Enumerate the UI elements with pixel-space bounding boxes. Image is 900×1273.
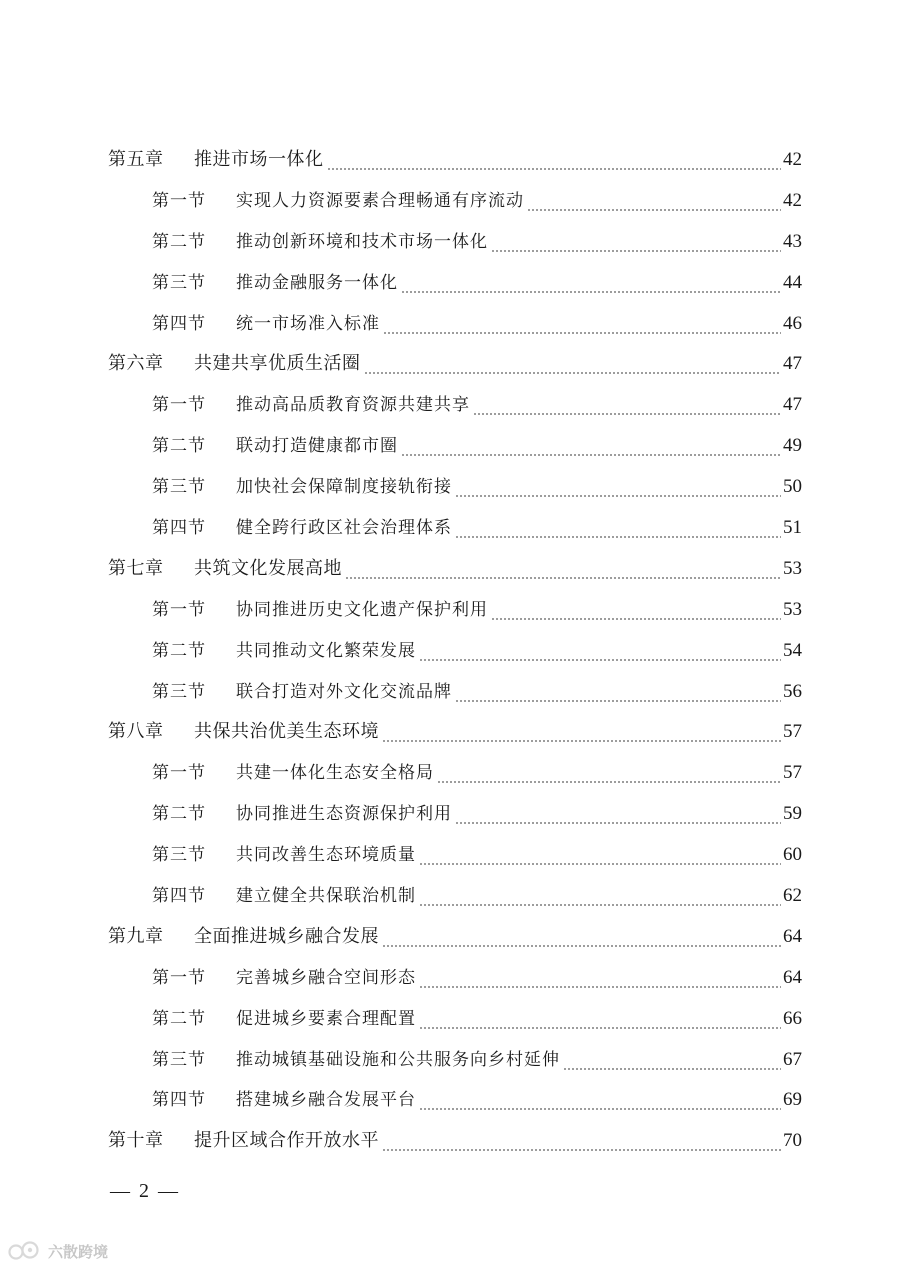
watermark [8,1238,108,1264]
toc-entry-label: 第一节 [152,190,206,211]
toc-section-entry[interactable] [108,385,802,426]
toc-section-entry[interactable] [108,508,802,549]
toc-entry-title: 推动高品质教育资源共建共享 [236,395,470,416]
toc-section-entry[interactable] [108,835,802,876]
toc-section-entry[interactable] [108,426,802,467]
page-number: — 2 — [110,1180,180,1202]
dot-leader [455,794,781,835]
toc-entry-title: 建立健全共保联治机制 [236,886,416,907]
toc-entry-label: 第一节 [152,763,206,784]
dot-leader [455,508,781,549]
toc-entry-label: 第四节 [152,1090,206,1111]
dot-leader [527,181,781,222]
toc-section-entry[interactable] [108,753,802,794]
watermark-logo-icon [8,1241,42,1261]
toc-entry-label: 第二节 [152,1008,206,1029]
toc-entry-label: 第四节 [152,886,206,907]
toc-entry-title: 联合打造对外文化交流品牌 [236,681,452,702]
toc-entry-page-number: 57 [783,762,802,784]
toc-entry-title: 共同改善生态环境质量 [236,845,416,866]
toc-entry-page-number: 70 [783,1130,802,1152]
toc-entry-title: 共建共享优质生活圈 [194,353,361,375]
toc-section-entry[interactable] [108,222,802,263]
toc-entry-label: 第十章 [108,1130,164,1152]
dot-leader [419,999,781,1040]
toc-entry-label: 第五章 [108,149,164,170]
dot-leader [455,467,781,508]
toc-entry-page-number: 44 [783,271,802,293]
toc-section-entry[interactable] [108,631,802,672]
toc-chapter-entry[interactable] [108,1121,802,1162]
toc-entry-page-number: 66 [783,1007,802,1029]
toc-section-entry[interactable] [108,794,802,835]
toc-entry-label: 第六章 [108,353,164,375]
dot-leader [491,222,781,263]
toc-entry-title: 实现人力资源要素合理畅通有序流动 [236,190,524,211]
toc-section-entry[interactable] [108,467,802,508]
toc-entry-label: 第三节 [152,1049,206,1070]
dot-leader [382,712,781,753]
toc-entry-page-number: 49 [783,435,802,457]
dot-leader [419,876,781,917]
dot-leader [364,344,782,385]
toc-entry-label: 第八章 [108,721,164,743]
toc-section-entry[interactable] [108,1040,802,1081]
toc-entry-page-number: 64 [783,966,802,988]
toc-entry-label: 第四节 [152,518,206,539]
dot-leader [419,835,781,876]
toc-section-entry[interactable] [108,1080,802,1121]
toc-chapter-entry[interactable] [108,549,802,590]
dot-leader [382,1121,781,1162]
dot-leader [401,263,781,304]
toc-entry-label: 第三节 [152,477,206,498]
toc-entry-title: 协同推进历史文化遗产保护利用 [236,599,488,620]
toc-entry-page-number: 42 [783,149,802,170]
toc-entry-title: 共保共治优美生态环境 [194,721,379,743]
toc-entry-label: 第二节 [152,804,206,825]
dot-leader [383,304,781,345]
dot-leader [419,631,781,672]
toc-section-entry[interactable] [108,958,802,999]
dot-leader [437,753,781,794]
toc-entry-title: 共筑文化发展高地 [194,557,342,579]
toc-section-entry[interactable] [108,999,802,1040]
toc-entry-label: 第一节 [152,395,206,416]
toc-entry-label: 第三节 [152,272,206,293]
toc-entry-label: 第七章 [108,557,164,579]
toc-entry-label: 第一节 [152,967,206,988]
toc-entry-page-number: 53 [783,557,802,579]
toc-entry-page-number: 59 [783,803,802,825]
toc-chapter-entry[interactable] [108,712,802,753]
toc-entry-page-number: 43 [783,230,802,252]
toc-section-entry[interactable] [108,672,802,713]
watermark-text: 六散跨境 [48,1242,109,1261]
toc-entry-title: 健全跨行政区社会治理体系 [236,518,452,539]
toc-entry-title: 统一市场准入标准 [236,313,380,334]
dot-leader [419,958,781,999]
dot-leader [419,1080,781,1121]
toc-entry-title: 联动打造健康都市圈 [236,436,398,457]
toc-entry-page-number: 47 [783,394,802,416]
toc-entry-title: 推进市场一体化 [194,149,324,170]
toc-entry-label: 第二节 [152,640,206,661]
dot-leader [473,385,781,426]
toc-entry-title: 全面推进城乡融合发展 [194,925,379,947]
toc-entry-title: 提升区域合作开放水平 [194,1130,379,1152]
toc-entry-title: 促进城乡要素合理配置 [236,1008,416,1029]
toc-entry-page-number: 53 [783,598,802,620]
toc-entry-page-number: 47 [783,353,802,375]
toc-chapter-entry[interactable] [108,917,802,958]
toc-entry-label: 第四节 [152,313,206,334]
toc-entry-page-number: 46 [783,312,802,334]
toc-chapter-entry[interactable] [108,140,802,181]
toc-section-entry[interactable] [108,590,802,631]
toc-entry-title: 推动城镇基础设施和公共服务向乡村延伸 [236,1049,560,1070]
toc-entry-page-number: 56 [783,680,802,702]
toc-entry-page-number: 67 [783,1048,802,1070]
toc-entry-title: 加快社会保障制度接轨衔接 [236,477,452,498]
toc-chapter-entry[interactable] [108,344,802,385]
toc-entry-title: 共同推动文化繁荣发展 [236,640,416,661]
toc-entry-label: 第三节 [152,681,206,702]
toc-entry-title: 推动金融服务一体化 [236,272,398,293]
dot-leader [563,1040,781,1081]
toc-entry-title: 协同推进生态资源保护利用 [236,804,452,825]
toc-entry-label: 第二节 [152,436,206,457]
toc-entry-page-number: 62 [783,885,802,907]
toc-section-entry[interactable] [108,181,802,222]
toc-entry-label: 第一节 [152,599,206,620]
toc-entry-page-number: 57 [783,721,802,743]
toc-section-entry[interactable] [108,304,802,345]
toc-entry-title: 完善城乡融合空间形态 [236,967,416,988]
toc-entry-page-number: 69 [783,1089,802,1111]
dot-leader [327,140,782,181]
toc-section-entry[interactable] [108,876,802,917]
toc-entry-label: 第九章 [108,925,164,947]
toc-entry-page-number: 64 [783,925,802,947]
toc-entry-label: 第三节 [152,845,206,866]
toc-entry-page-number: 51 [783,517,802,539]
dot-leader [491,590,781,631]
dot-leader [382,917,781,958]
toc-entry-title: 搭建城乡融合发展平台 [236,1090,416,1111]
toc-section-entry[interactable] [108,263,802,304]
toc-entry-page-number: 50 [783,476,802,498]
dot-leader [455,672,781,713]
toc-entry-page-number: 60 [783,844,802,866]
table-of-contents [108,140,802,1162]
toc-entry-page-number: 54 [783,639,802,661]
toc-entry-page-number: 42 [783,189,802,211]
dot-leader [401,426,781,467]
toc-entry-title: 共建一体化生态安全格局 [236,763,434,784]
dot-leader [345,549,781,590]
toc-entry-label: 第二节 [152,231,206,252]
toc-entry-title: 推动创新环境和技术市场一体化 [236,231,488,252]
